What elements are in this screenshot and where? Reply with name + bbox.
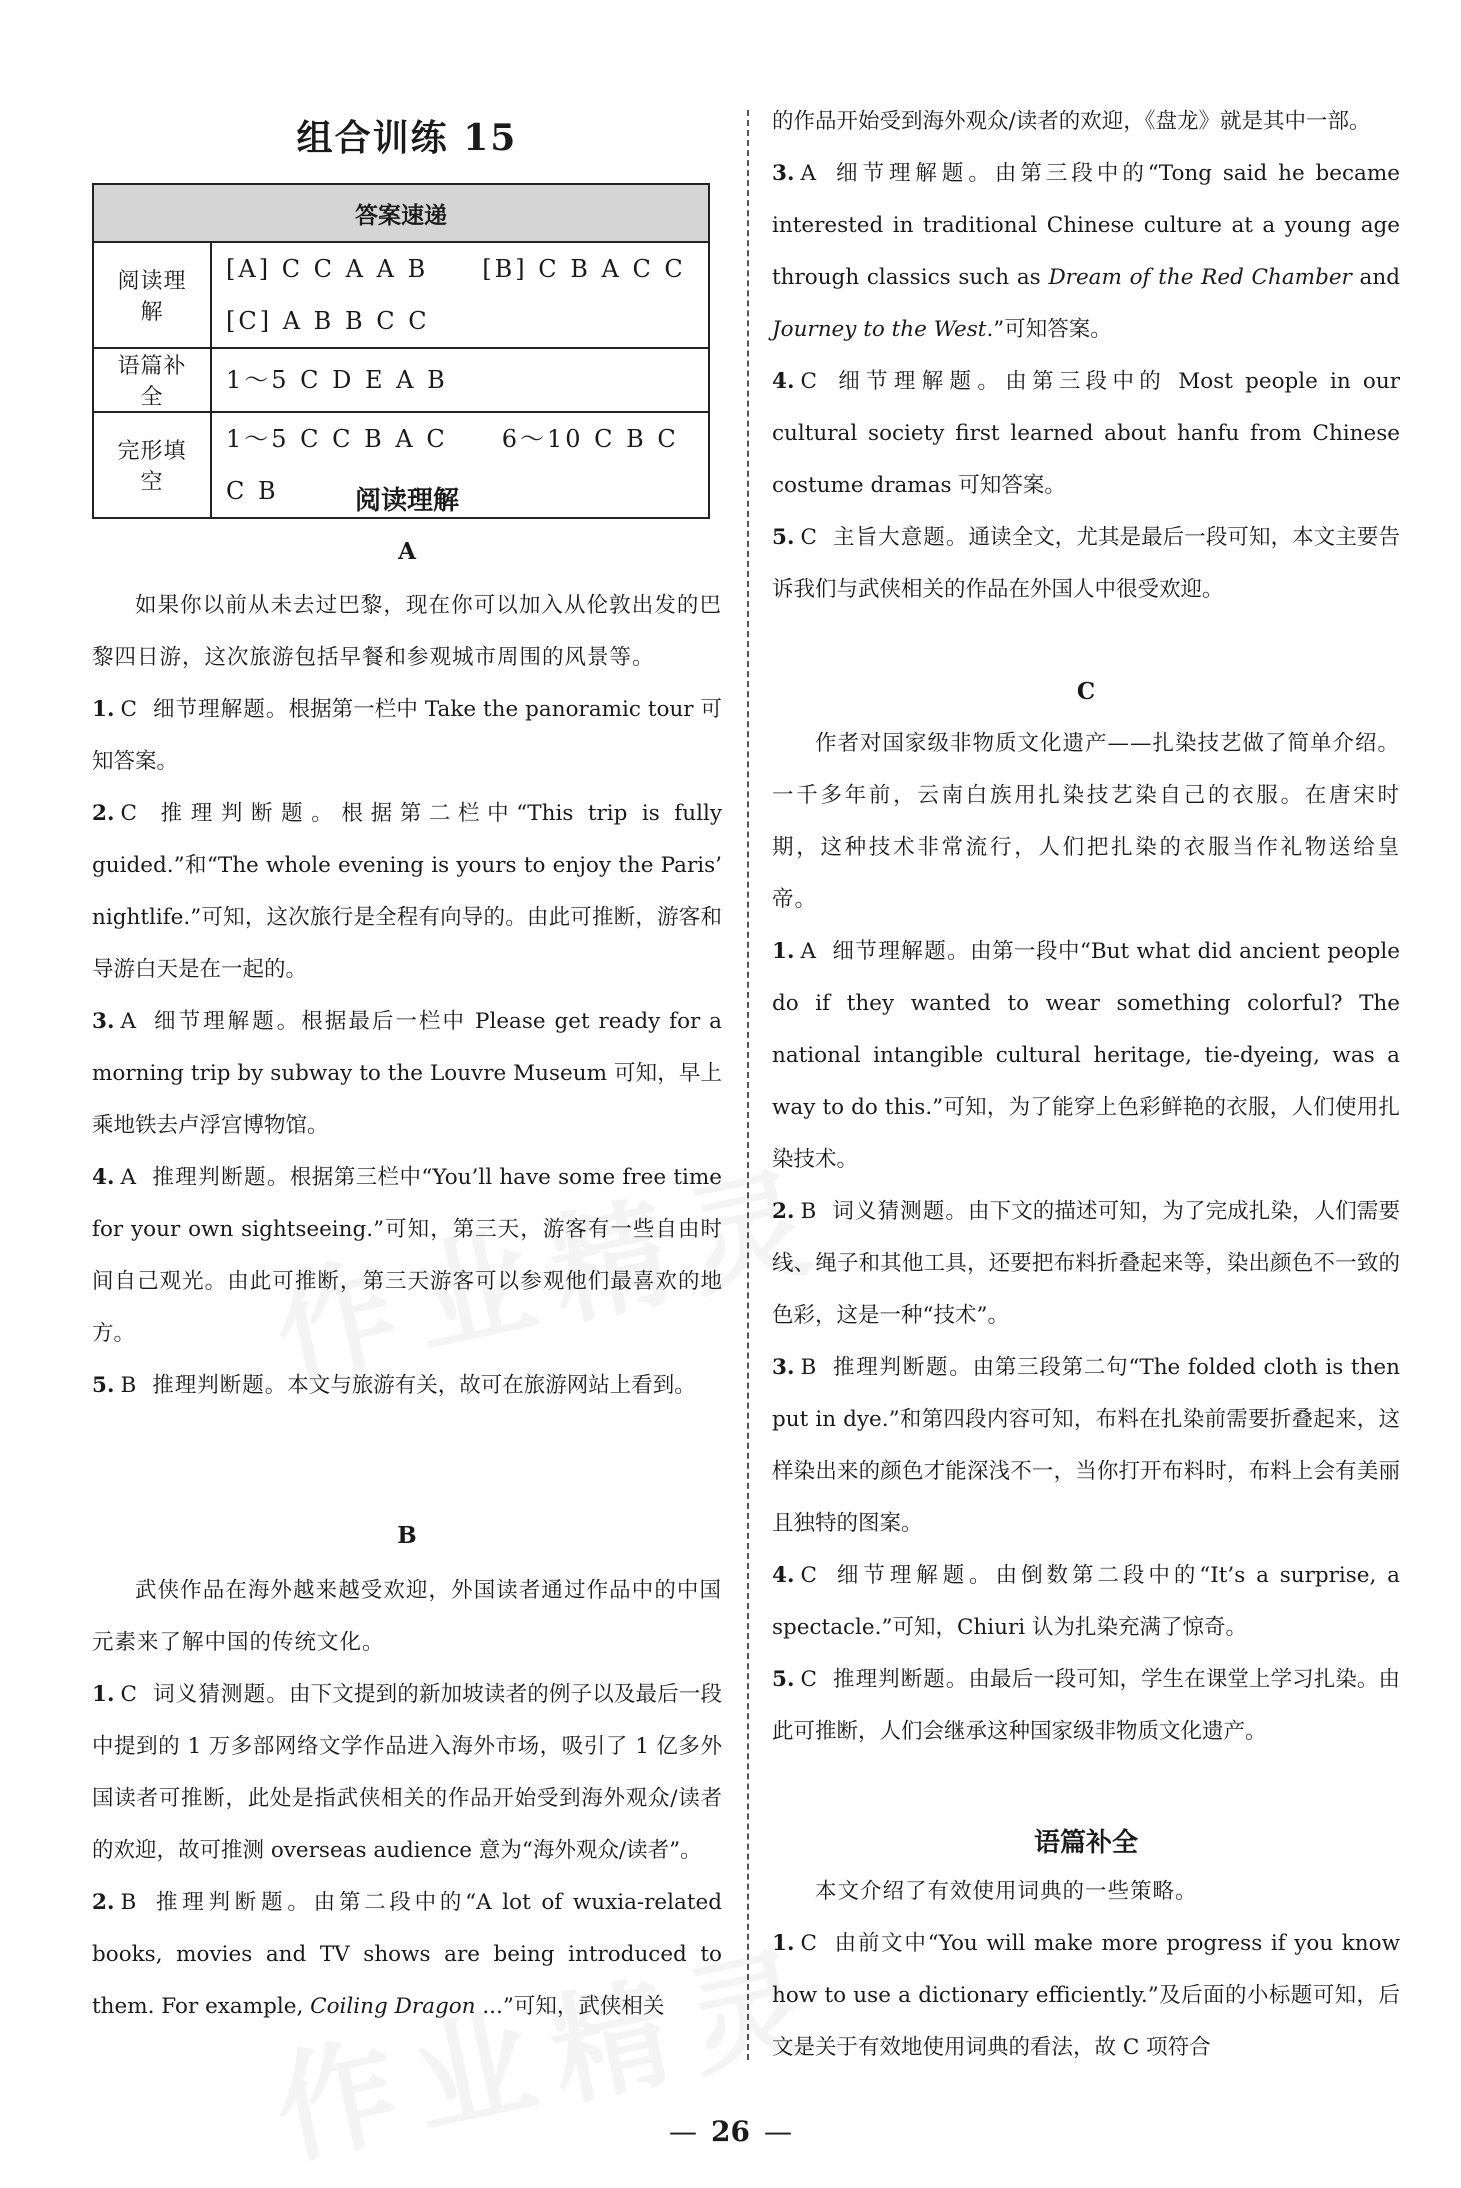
question-item: 3. A 细节理解题。由第三段中的“Tong said he became interested in traditional Chinese culture at a young age through classics such as Dream of the Red Chamber and Journey to the West.”可知答案。 <box>772 161 1400 342</box>
answer-row-completion <box>93 348 709 412</box>
section-heading-reading: 阅读理解 <box>354 486 459 516</box>
answer-line: 1～5 C C B A C 6～10 C B C C B <box>226 425 679 505</box>
section-heading-completion: 语篇补全 <box>1033 1828 1138 1858</box>
question-item: 5. C 推理判断题。由最后一段可知，学生在课堂上学习扎染。由此可推断，人们会继承这种国家级非物质文化遗产。 <box>772 1667 1400 1744</box>
question-item: 3. A 细节理解题。根据最后一栏中 Please get ready for a morning trip by subway to the Louvre Museum 可知，早上乘地铁去卢浮宫博物馆。 <box>92 1009 722 1138</box>
question-item: 1. C 词义猜测题。由下文提到的新加坡读者的例子以及最后一段中提到的 1 万多部网络文学作品进入海外市场，吸引了 1 亿多外国读者可推断，此处是指武侠相关的作品开始受到海外观众/读者的欢迎，故可推测 overseas audience 意为“海外观众/读者”。 <box>92 1682 722 1863</box>
question-item-continued: 的作品开始受到海外观众/读者的欢迎，《盘龙》就是其中一部。 <box>772 109 1371 134</box>
question-item: 4. A 推理判断题。根据第三栏中“You’ll have some free time for your own sightseeing.”可知，第三天，游客有一些自由时间自己观光。由此可推断，第三天游客可以参观他们最喜欢的地方。 <box>92 1165 722 1346</box>
passage-b-explanations <box>92 1565 722 2033</box>
question-item: 2. B 推理判断题。由第二段中的“A lot of wuxia-related books, movies and TV shows are being introduced to them. For example, Coiling Dragon ...”可知，武侠相关 <box>92 1890 722 2019</box>
answer-line: 1～5 C D E A B <box>226 366 448 394</box>
passage-summary: 本文介绍了有效使用词典的一些策略。 <box>815 1879 1198 1904</box>
answer-line: [C] A B B C C <box>226 307 430 335</box>
answer-row-reading <box>93 242 709 348</box>
page-title: 组合训练 15 <box>296 117 518 159</box>
answer-line: [A] C C A A B [B] C B A C C <box>226 255 686 283</box>
question-item: 4. C 细节理解题。由第三段中的 Most people in our cultural society first learned about hanfu from Chinese costume dramas 可知答案。 <box>772 369 1400 498</box>
passage-summary: 如果你以前从未去过巴黎，现在你可以加入从伦敦出发的巴黎四日游，这次旅游包括早餐和参观城市周围的风景等。 <box>92 593 722 670</box>
page-number: — 26 — <box>669 2115 792 2148</box>
passage-c-explanations <box>772 718 1400 1758</box>
completion-explanations <box>772 1866 1400 2074</box>
question-item: 5. C 主旨大意题。通读全文，尤其是最后一段可知，本文主要告诉我们与武侠相关的作品在外国人中很受欢迎。 <box>772 525 1400 602</box>
question-item: 3. B 推理判断题。由第三段第二句“The folded cloth is then put in dye.”和第四段内容可知，布料在扎染前需要折叠起来，这样染出来的颜色才能深浅不一，当你打开布料时，布料上会有美丽且独特的图案。 <box>772 1355 1400 1536</box>
answer-row-label: 阅读理解 <box>93 242 211 348</box>
passage-label-b: B <box>397 1522 417 1549</box>
passage-label-a: A <box>398 538 416 565</box>
question-item: 1. A 细节理解题。由第一段中“But what did ancient people do if they wanted to wear something colorful? The national intangible cultural heritage, tie-dyeing, was a way to do this.”可知，为了能穿上色彩鲜艳的衣服，人们使用扎染技术。 <box>772 939 1400 1172</box>
passage-b-explanations-continued <box>772 96 1400 616</box>
page-number-value: 26 <box>711 2115 750 2148</box>
passage-summary: 作者对国家级非物质文化遗产——扎染技艺做了简单介绍。一千多年前，云南白族用扎染技艺染自己的衣服。在唐宋时期，这种技术非常流行，人们把扎染的衣服当作礼物送给皇帝。 <box>772 731 1401 912</box>
question-item: 1. C 由前文中“You will make more progress if you know how to use a dictionary efficiently.”及后面的小标题可知，后文是关于有效地使用词典的看法，故 C 项符合 <box>772 1931 1400 2060</box>
passage-label-c: C <box>1076 678 1096 705</box>
question-item: 5. B 推理判断题。本文与旅游有关，故可在旅游网站上看到。 <box>92 1373 696 1398</box>
question-item: 2. B 词义猜测题。由下文的描述可知，为了完成扎染，人们需要线、绳子和其他工具，还要把布料折叠起来等，染出颜色不一致的色彩，这是一种“技术”。 <box>772 1199 1400 1328</box>
passage-a-explanations <box>92 580 722 1412</box>
question-item: 2. C 推理判断题。根据第二栏中“This trip is fully guided.”和“The whole evening is yours to enjoy the Paris’ nightlife.”可知，这次旅行是全程有向导的。由此可推断，游客和导游白天是在一起的。 <box>92 801 722 982</box>
answer-table <box>92 183 710 519</box>
answer-row-label: 语篇补全 <box>93 348 211 412</box>
passage-summary: 武侠作品在海外越来越受欢迎，外国读者通过作品中的中国元素来了解中国的传统文化。 <box>92 1578 722 1655</box>
column-divider <box>747 110 749 2060</box>
question-item: 4. C 细节理解题。由倒数第二段中的“It’s a surprise, a spectacle.”可知，Chiuri 认为扎染充满了惊奇。 <box>772 1563 1400 1640</box>
question-item: 1. C 细节理解题。根据第一栏中 Take the panoramic tour 可知答案。 <box>92 697 722 774</box>
answer-row-label: 完形填空 <box>93 412 211 518</box>
answer-table-header: 答案速递 <box>93 184 709 242</box>
